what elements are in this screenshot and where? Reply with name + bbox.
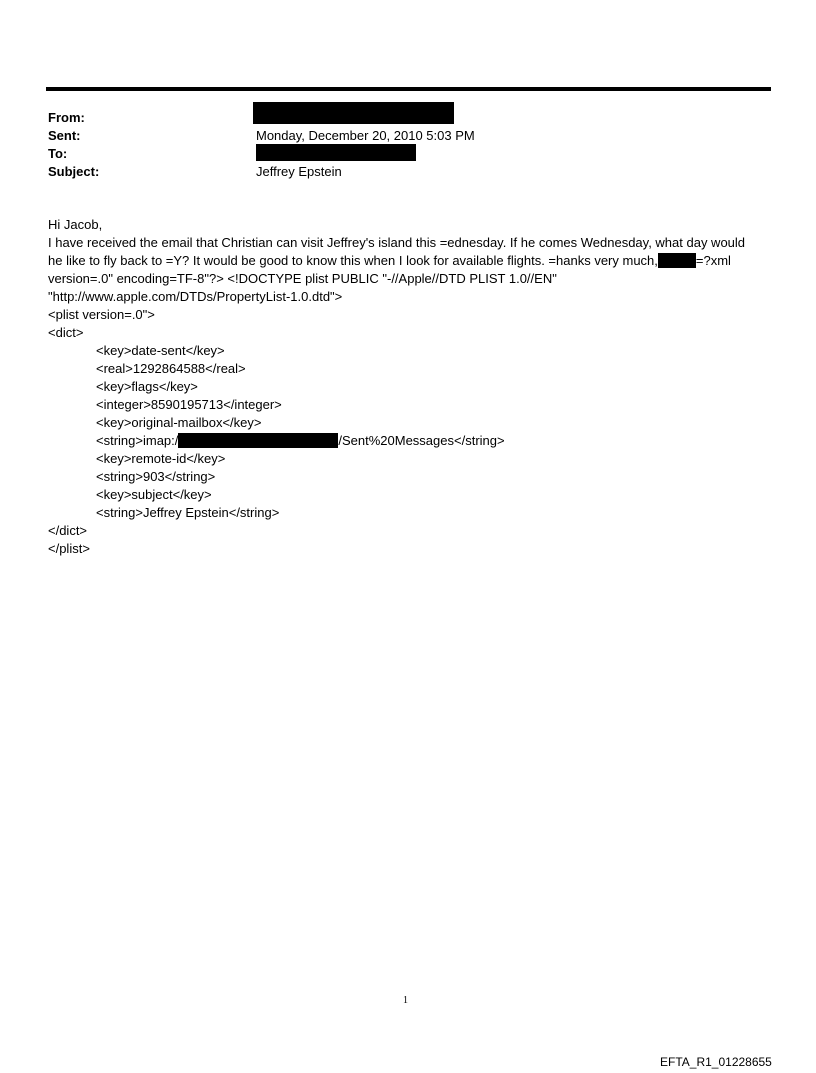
plist-line: <key>remote-id</key> [96, 451, 226, 466]
plist-line: <key>date-sent</key> [96, 343, 225, 358]
greeting: Hi Jacob, [48, 217, 103, 232]
body-line-2-tail: =?xml [695, 253, 731, 268]
plist-line: <key>subject</key> [96, 487, 212, 502]
plist-open: <plist version=.0"> [48, 307, 155, 322]
sent-value: Monday, December 20, 2010 5:03 PM [256, 128, 475, 143]
imap-prefix: <string>imap:/ [96, 433, 179, 448]
plist-line: <string>Jeffrey Epstein</string> [96, 505, 280, 520]
sent-label: Sent: [48, 128, 81, 143]
subject-label: Subject: [48, 164, 100, 179]
signature-redaction [658, 253, 696, 268]
plist-line: <string>903</string> [96, 469, 216, 484]
body-line-2-text: he like to fly back to =Y? It would be good to know this when I look for available flights. =hanks very much, [48, 253, 658, 268]
body-line-4: "http://www.apple.com/DTDs/PropertyList-1.0.dtd"> [48, 289, 343, 304]
from-redaction [253, 102, 454, 124]
body-line-1: I have received the email that Christian can visit Jeffrey's island this =ednesday. If he comes Wednesday, what day would [48, 235, 746, 250]
to-label: To: [48, 146, 68, 161]
dict-close: </dict> [48, 523, 88, 538]
plist-close: </plist> [48, 541, 90, 556]
plist-line: <integer>8590195713</integer> [96, 397, 282, 412]
subject-value: Jeffrey Epstein [256, 164, 342, 179]
to-redaction [256, 144, 416, 161]
from-label: From: [48, 110, 85, 125]
body-line-3: version=.0" encoding=TF-8"?> <!DOCTYPE plist PUBLIC "-//Apple//DTD PLIST 1.0//EN" [48, 271, 557, 286]
plist-line: <real>1292864588</real> [96, 361, 246, 376]
imap-line [96, 432, 505, 450]
plist-line: <key>original-mailbox</key> [96, 415, 262, 430]
plist-line: <key>flags</key> [96, 379, 198, 394]
dict-open: <dict> [48, 325, 84, 340]
page-number: 1 [403, 995, 408, 1006]
imap-suffix: /Sent%20Messages</string> [338, 433, 505, 448]
body-line-2 [48, 252, 731, 270]
header-rule [46, 87, 771, 91]
document-id: EFTA_R1_01228655 [660, 1055, 772, 1069]
imap-redaction [178, 433, 338, 448]
